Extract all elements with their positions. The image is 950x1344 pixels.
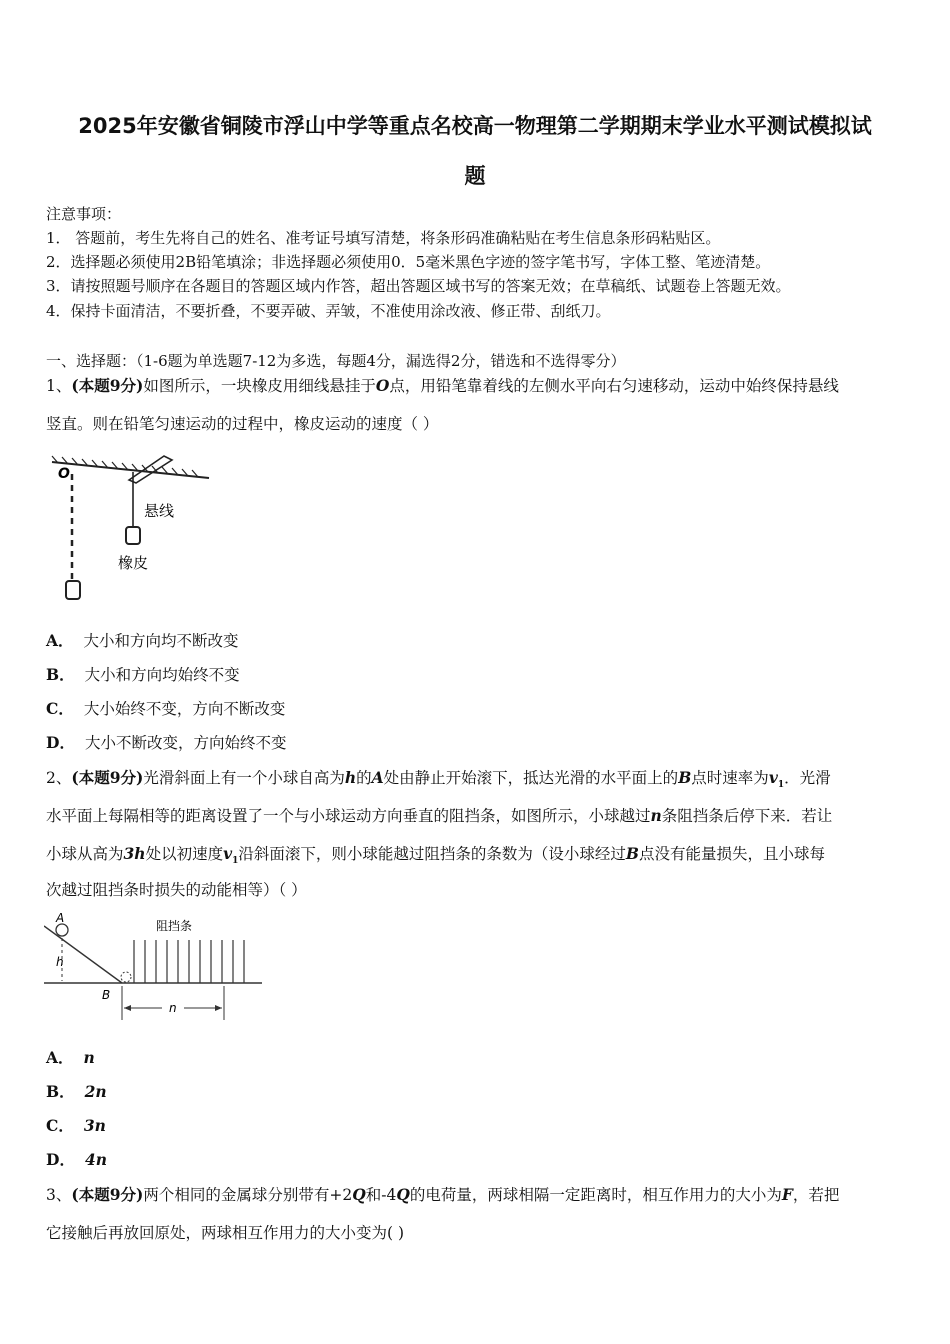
- question-2-option-c[interactable]: [46, 1116, 106, 1136]
- text: 和-4: [365, 1186, 397, 1204]
- option-text: 大小不断改变，方向始终不变: [84, 734, 287, 752]
- text: 光滑斜面上有一个小球自高为: [143, 769, 345, 787]
- symbol: v: [223, 844, 233, 863]
- question-2-line-2: [46, 805, 832, 827]
- question-2-line-4: 次越过阻挡条时损失的动能相等）（ ）: [46, 881, 307, 899]
- text: 点没有能量损失，且小球每: [639, 845, 826, 863]
- text: 水平面上每隔相等的距离设置了一个与小球运动方向垂直的阻挡条，如图所示，小球越过: [46, 807, 651, 825]
- question-1-option-c[interactable]: [46, 699, 285, 719]
- text: 如图所示，一块橡皮用细线悬挂于: [143, 377, 376, 395]
- symbol: Q: [352, 1185, 366, 1204]
- question-2-line-1: [46, 767, 831, 796]
- section-heading: 一、选择题：（1-6题为单选题7-12为多选，每题4分，漏选得2分，错选和不选得零分）: [46, 352, 626, 370]
- option-text: 大小和方向均始终不变: [84, 666, 240, 684]
- label-a: A: [56, 911, 65, 925]
- symbol: h: [344, 768, 357, 787]
- option-label: A．: [46, 1048, 74, 1067]
- label-b: B: [102, 988, 111, 1002]
- label-thread: 悬线: [144, 502, 175, 520]
- option-label: B．: [46, 665, 75, 684]
- text: 点时速率为: [691, 769, 769, 787]
- option-label: B．: [46, 1082, 75, 1101]
- notice-heading: 注意事项：: [46, 205, 122, 223]
- notice-item-3: 3．请按照题号顺序在各题目的答题区域内作答，超出答题区域书写的答案无效；在草稿纸、试题卷上答题无效。: [46, 277, 791, 295]
- option-text: 大小和方向均不断改变: [83, 632, 239, 650]
- text: 的电荷量，两球相隔一定距离时，相互作用力的大小为: [409, 1186, 782, 1204]
- text: 点，用铅笔靠着线的左侧水平向右匀速移动，运动中始终保持悬线: [389, 377, 839, 395]
- question-number: 2、: [46, 769, 72, 787]
- notice-item-1: 1． 答题前，考生先将自己的姓名、准考证号填写清楚，将条形码准确粘贴在考生信息条形码粘贴区。: [46, 229, 721, 247]
- question-1-option-b[interactable]: [46, 665, 240, 685]
- text: 小球从高为: [46, 845, 124, 863]
- option-label: A．: [46, 631, 74, 650]
- text: 沿斜面滚下，则小球能越过阻挡条的条数为（设小球经过: [238, 845, 626, 863]
- option-label: C．: [46, 699, 74, 718]
- question-2-line-3: [46, 843, 825, 872]
- question-number: 3、: [46, 1186, 72, 1204]
- symbol: F: [781, 1185, 793, 1204]
- symbol: 3h: [123, 844, 146, 863]
- question-number: 1、: [46, 377, 72, 395]
- page-title: 2025年安徽省铜陵市浮山中学等重点名校高一物理第二学期期末学业水平测试模拟试: [78, 114, 872, 138]
- option-text: n: [83, 1048, 95, 1067]
- question-3-line-1: [46, 1184, 839, 1206]
- symbol: v: [768, 768, 778, 787]
- label-h: h: [56, 955, 64, 969]
- label-n: n: [169, 1001, 177, 1015]
- option-text: 4n: [84, 1150, 108, 1169]
- symbol: A: [371, 768, 384, 787]
- text: ．光滑: [784, 769, 831, 787]
- symbol: n: [650, 806, 662, 825]
- text: ，若把: [792, 1186, 840, 1204]
- symbol: Q: [396, 1185, 410, 1204]
- question-score: (本题9分): [71, 1185, 144, 1204]
- question-1-option-d[interactable]: [46, 733, 286, 753]
- question-2-option-d[interactable]: [46, 1150, 107, 1170]
- option-label: D．: [46, 733, 75, 752]
- text: 处由静止开始滚下，抵达光滑的水平面上的: [383, 769, 679, 787]
- symbol: O: [375, 376, 390, 395]
- text: 条阻挡条后停下来．若让: [661, 807, 833, 825]
- question-1-option-a[interactable]: [46, 631, 239, 651]
- question-score: (本题9分): [71, 768, 144, 787]
- text: 处以初速度: [145, 845, 224, 863]
- symbol: B: [625, 844, 639, 863]
- question-2-option-a[interactable]: [46, 1048, 95, 1068]
- option-text: 3n: [83, 1116, 106, 1135]
- text: 的: [356, 769, 372, 787]
- option-text: 大小始终不变，方向不断改变: [83, 700, 286, 718]
- option-label: C．: [46, 1116, 74, 1135]
- option-label: D．: [46, 1150, 75, 1169]
- question-1-line-2: 竖直。则在铅笔匀速运动的过程中，橡皮运动的速度（ ）: [46, 415, 439, 433]
- label-barrier: 阻挡条: [156, 919, 193, 933]
- symbol: B: [678, 768, 692, 787]
- question-1-line-1: [46, 375, 839, 397]
- subscript: 1: [777, 780, 785, 791]
- question-score: (本题9分): [71, 376, 144, 395]
- label-o: O: [58, 466, 70, 482]
- option-text: 2n: [84, 1082, 107, 1101]
- question-3-line-2: 它接触后再放回原处，两球相互作用力的大小变为( ): [46, 1224, 405, 1242]
- question-1-figure: [44, 448, 224, 608]
- question-2-figure: [44, 908, 274, 1023]
- subscript: 1: [232, 856, 239, 867]
- text: 两个相同的金属球分别带有+2: [143, 1186, 353, 1204]
- notice-item-4: 4．保持卡面清洁，不要折叠，不要弄破、弄皱，不准使用涂改液、修正带、刮纸刀。: [46, 302, 611, 320]
- notice-item-2: 2．选择题必须使用2B铅笔填涂；非选择题必须使用0．5毫米黑色字迹的签字笔书写，字体工整、笔迹清楚。: [46, 253, 771, 271]
- page-title-continued: 题: [464, 164, 486, 188]
- question-2-option-b[interactable]: [46, 1082, 107, 1102]
- label-eraser: 橡皮: [118, 554, 149, 572]
